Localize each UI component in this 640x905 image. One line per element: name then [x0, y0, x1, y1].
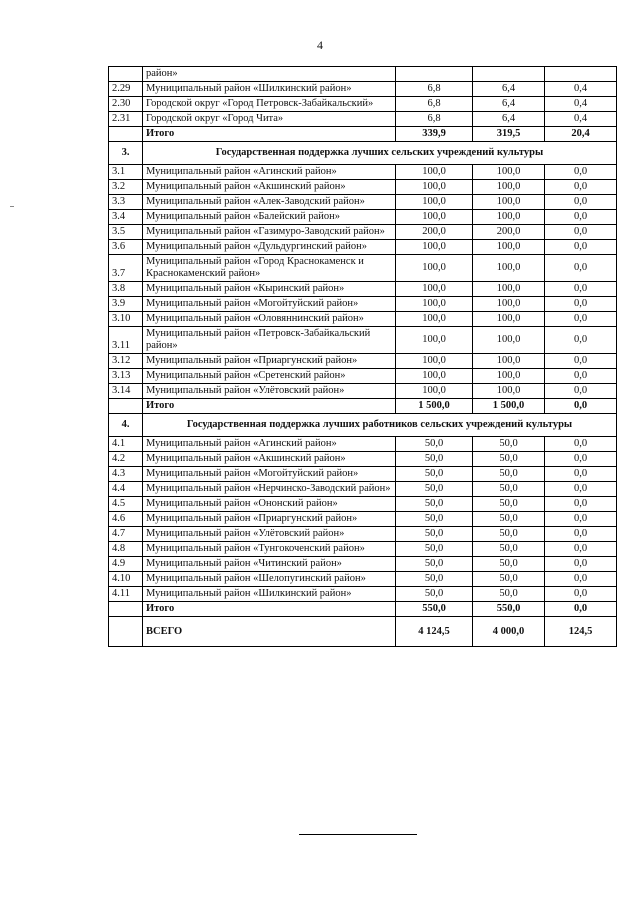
- row-number: 4.2: [109, 452, 143, 467]
- municipality-name: Муниципальный район «Город Краснокаменск и Краснокаменский район»: [143, 255, 396, 282]
- row-number: 3.7: [109, 255, 143, 282]
- municipality-name: Городской округ «Город Петровск-Забайкальский»: [143, 97, 396, 112]
- table-row: [109, 467, 617, 482]
- table-row: [109, 369, 617, 384]
- value-col-3: 0,0: [545, 225, 617, 240]
- value-col-2: 50,0: [473, 557, 545, 572]
- value-col-2: 50,0: [473, 587, 545, 602]
- section-title: Государственная поддержка лучших сельских учреждений культуры: [143, 142, 617, 165]
- value-col-3: 20,4: [545, 127, 617, 142]
- value-col-1: 4 124,5: [396, 617, 473, 647]
- municipality-name: Муниципальный район «Оловяннинский район»: [143, 312, 396, 327]
- table-row: [109, 225, 617, 240]
- value-col-2: [473, 67, 545, 82]
- row-number: 4.4: [109, 482, 143, 497]
- value-col-1: 200,0: [396, 225, 473, 240]
- row-number: 3.3: [109, 195, 143, 210]
- row-number: 4.3: [109, 467, 143, 482]
- value-col-1: 100,0: [396, 240, 473, 255]
- value-col-3: 0,4: [545, 112, 617, 127]
- municipality-name: Муниципальный район «Шелопугинский район»: [143, 572, 396, 587]
- section-header-row: [109, 142, 617, 165]
- value-col-1: 1 500,0: [396, 399, 473, 414]
- value-col-3: 0,0: [545, 512, 617, 527]
- value-col-3: 0,0: [545, 369, 617, 384]
- value-col-3: 0,0: [545, 255, 617, 282]
- grand-total-row: [109, 617, 617, 647]
- value-col-3: 0,0: [545, 240, 617, 255]
- table-row: [109, 327, 617, 354]
- value-col-1: 6,8: [396, 112, 473, 127]
- row-number: 3.6: [109, 240, 143, 255]
- section-header-row: [109, 414, 617, 437]
- value-col-2: 100,0: [473, 312, 545, 327]
- row-number: 4.9: [109, 557, 143, 572]
- row-number: 4.5: [109, 497, 143, 512]
- value-col-2: 50,0: [473, 452, 545, 467]
- municipality-name: Муниципальный район «Алек-Заводский район»: [143, 195, 396, 210]
- row-number: 3.10: [109, 312, 143, 327]
- value-col-1: 50,0: [396, 467, 473, 482]
- row-number: 3.12: [109, 354, 143, 369]
- value-col-2: 50,0: [473, 437, 545, 452]
- signature-line: [299, 834, 417, 835]
- total-row: [109, 602, 617, 617]
- value-col-2: 100,0: [473, 297, 545, 312]
- value-col-2: 1 500,0: [473, 399, 545, 414]
- value-col-3: 0,0: [545, 354, 617, 369]
- municipality-name: Муниципальный район «Акшинский район»: [143, 452, 396, 467]
- value-col-2: 6,4: [473, 97, 545, 112]
- value-col-2: 200,0: [473, 225, 545, 240]
- municipality-name: Муниципальный район «Петровск-Забайкальский район»: [143, 327, 396, 354]
- value-col-1: 50,0: [396, 527, 473, 542]
- value-col-2: 4 000,0: [473, 617, 545, 647]
- value-col-1: 6,8: [396, 97, 473, 112]
- row-number: [109, 67, 143, 82]
- page-number: 4: [317, 38, 323, 52]
- value-col-1: 100,0: [396, 297, 473, 312]
- value-col-2: 100,0: [473, 354, 545, 369]
- value-col-3: 0,0: [545, 497, 617, 512]
- value-col-1: 100,0: [396, 255, 473, 282]
- municipality-name: Муниципальный район «Могойтуйский район»: [143, 467, 396, 482]
- value-col-1: 50,0: [396, 542, 473, 557]
- table-row: [109, 240, 617, 255]
- section-number: 3.: [109, 142, 143, 165]
- value-col-3: 0,0: [545, 602, 617, 617]
- value-col-3: 0,4: [545, 82, 617, 97]
- value-col-3: 0,0: [545, 452, 617, 467]
- value-col-3: 0,0: [545, 384, 617, 399]
- value-col-1: 100,0: [396, 312, 473, 327]
- table-row: [109, 452, 617, 467]
- municipality-name: район»: [143, 67, 396, 82]
- value-col-1: 50,0: [396, 452, 473, 467]
- municipality-name: Муниципальный район «Приаргунский район»: [143, 354, 396, 369]
- value-col-1: 100,0: [396, 327, 473, 354]
- value-col-1: 339,9: [396, 127, 473, 142]
- value-col-2: 100,0: [473, 240, 545, 255]
- value-col-3: 0,0: [545, 557, 617, 572]
- municipality-name: Муниципальный район «Нерчинско-Заводский район»: [143, 482, 396, 497]
- row-number: 2.30: [109, 97, 143, 112]
- row-number: 4.11: [109, 587, 143, 602]
- value-col-1: 50,0: [396, 512, 473, 527]
- row-number: 3.1: [109, 165, 143, 180]
- value-col-1: 100,0: [396, 195, 473, 210]
- value-col-2: 100,0: [473, 327, 545, 354]
- value-col-2: 50,0: [473, 467, 545, 482]
- value-col-1: 50,0: [396, 572, 473, 587]
- municipality-name: Муниципальный район «Кыринский район»: [143, 282, 396, 297]
- table-row: [109, 195, 617, 210]
- table-row: [109, 587, 617, 602]
- table-row: [109, 384, 617, 399]
- value-col-3: 0,0: [545, 327, 617, 354]
- value-col-2: 100,0: [473, 255, 545, 282]
- value-col-3: 0,4: [545, 97, 617, 112]
- row-number: 4.8: [109, 542, 143, 557]
- row-number: 4.10: [109, 572, 143, 587]
- value-col-1: 6,8: [396, 82, 473, 97]
- row-number: 3.14: [109, 384, 143, 399]
- value-col-3: 0,0: [545, 482, 617, 497]
- municipality-name: Муниципальный район «Сретенский район»: [143, 369, 396, 384]
- value-col-1: 100,0: [396, 165, 473, 180]
- municipality-name: Муниципальный район «Улётовский район»: [143, 384, 396, 399]
- value-col-3: 0,0: [545, 437, 617, 452]
- total-label: ВСЕГО: [143, 617, 396, 647]
- value-col-3: 0,0: [545, 180, 617, 195]
- value-col-1: 50,0: [396, 587, 473, 602]
- municipality-name: Городской округ «Город Чита»: [143, 112, 396, 127]
- value-col-3: 0,0: [545, 542, 617, 557]
- value-col-1: 50,0: [396, 497, 473, 512]
- value-col-2: 6,4: [473, 112, 545, 127]
- value-col-2: 6,4: [473, 82, 545, 97]
- scan-mark: [10, 206, 14, 207]
- row-number: 3.13: [109, 369, 143, 384]
- allocation-table: [108, 66, 617, 647]
- table-row: [109, 572, 617, 587]
- value-col-3: 0,0: [545, 210, 617, 225]
- value-col-3: [545, 67, 617, 82]
- value-col-1: 100,0: [396, 384, 473, 399]
- table-row: [109, 542, 617, 557]
- table-row: [109, 180, 617, 195]
- table-row: [109, 210, 617, 225]
- table-body: [109, 67, 617, 647]
- section-title: Государственная поддержка лучших работников сельских учреждений культуры: [143, 414, 617, 437]
- table-row: [109, 512, 617, 527]
- municipality-name: Муниципальный район «Агинский район»: [143, 437, 396, 452]
- table-row: [109, 67, 617, 82]
- row-number: 3.9: [109, 297, 143, 312]
- value-col-3: 0,0: [545, 165, 617, 180]
- value-col-2: 100,0: [473, 369, 545, 384]
- value-col-1: 100,0: [396, 369, 473, 384]
- value-col-1: 100,0: [396, 210, 473, 225]
- municipality-name: Муниципальный район «Улётовский район»: [143, 527, 396, 542]
- municipality-name: Муниципальный район «Ононский район»: [143, 497, 396, 512]
- table-row: [109, 354, 617, 369]
- value-col-1: 100,0: [396, 282, 473, 297]
- value-col-2: 50,0: [473, 527, 545, 542]
- municipality-name: Муниципальный район «Тунгокоченский район»: [143, 542, 396, 557]
- value-col-1: 50,0: [396, 437, 473, 452]
- row-number: 2.29: [109, 82, 143, 97]
- table-row: [109, 82, 617, 97]
- municipality-name: Муниципальный район «Читинский район»: [143, 557, 396, 572]
- municipality-name: Муниципальный район «Шилкинский район»: [143, 82, 396, 97]
- value-col-2: 550,0: [473, 602, 545, 617]
- value-col-3: 0,0: [545, 467, 617, 482]
- table-row: [109, 165, 617, 180]
- row-number: [109, 617, 143, 647]
- value-col-3: 0,0: [545, 297, 617, 312]
- total-row: [109, 399, 617, 414]
- value-col-1: 550,0: [396, 602, 473, 617]
- row-number: [109, 602, 143, 617]
- value-col-2: 100,0: [473, 165, 545, 180]
- value-col-2: 100,0: [473, 384, 545, 399]
- municipality-name: Муниципальный район «Шилкинский район»: [143, 587, 396, 602]
- value-col-1: 100,0: [396, 354, 473, 369]
- value-col-2: 50,0: [473, 572, 545, 587]
- value-col-2: 100,0: [473, 180, 545, 195]
- row-number: 2.31: [109, 112, 143, 127]
- value-col-3: 0,0: [545, 195, 617, 210]
- section-number: 4.: [109, 414, 143, 437]
- value-col-2: 50,0: [473, 482, 545, 497]
- row-number: 3.11: [109, 327, 143, 354]
- table-row: [109, 497, 617, 512]
- row-number: 3.4: [109, 210, 143, 225]
- municipality-name: Муниципальный район «Акшинский район»: [143, 180, 396, 195]
- value-col-1: 100,0: [396, 180, 473, 195]
- value-col-3: 0,0: [545, 312, 617, 327]
- value-col-3: 0,0: [545, 399, 617, 414]
- value-col-2: 50,0: [473, 497, 545, 512]
- table-row: [109, 97, 617, 112]
- value-col-2: 100,0: [473, 210, 545, 225]
- value-col-3: 0,0: [545, 282, 617, 297]
- total-label: Итого: [143, 602, 396, 617]
- row-number: 4.1: [109, 437, 143, 452]
- municipality-name: Муниципальный район «Приаргунский район»: [143, 512, 396, 527]
- value-col-2: 50,0: [473, 512, 545, 527]
- row-number: 3.2: [109, 180, 143, 195]
- table-row: [109, 255, 617, 282]
- municipality-name: Муниципальный район «Агинский район»: [143, 165, 396, 180]
- row-number: 3.8: [109, 282, 143, 297]
- value-col-2: 100,0: [473, 282, 545, 297]
- value-col-3: 0,0: [545, 587, 617, 602]
- table-row: [109, 282, 617, 297]
- municipality-name: Муниципальный район «Газимуро-Заводский район»: [143, 225, 396, 240]
- table-row: [109, 297, 617, 312]
- municipality-name: Муниципальный район «Дульдургинский район»: [143, 240, 396, 255]
- value-col-1: [396, 67, 473, 82]
- row-number: [109, 399, 143, 414]
- value-col-2: 319,5: [473, 127, 545, 142]
- table-row: [109, 527, 617, 542]
- total-row: [109, 127, 617, 142]
- table-row: [109, 437, 617, 452]
- table-row: [109, 112, 617, 127]
- total-label: Итого: [143, 399, 396, 414]
- value-col-1: 50,0: [396, 557, 473, 572]
- table-row: [109, 482, 617, 497]
- value-col-2: 50,0: [473, 542, 545, 557]
- value-col-1: 50,0: [396, 482, 473, 497]
- table-row: [109, 557, 617, 572]
- total-label: Итого: [143, 127, 396, 142]
- table-row: [109, 312, 617, 327]
- row-number: 3.5: [109, 225, 143, 240]
- value-col-2: 100,0: [473, 195, 545, 210]
- value-col-3: 124,5: [545, 617, 617, 647]
- row-number: 4.7: [109, 527, 143, 542]
- value-col-3: 0,0: [545, 572, 617, 587]
- municipality-name: Муниципальный район «Могойтуйский район»: [143, 297, 396, 312]
- row-number: [109, 127, 143, 142]
- municipality-name: Муниципальный район «Балейский район»: [143, 210, 396, 225]
- row-number: 4.6: [109, 512, 143, 527]
- value-col-3: 0,0: [545, 527, 617, 542]
